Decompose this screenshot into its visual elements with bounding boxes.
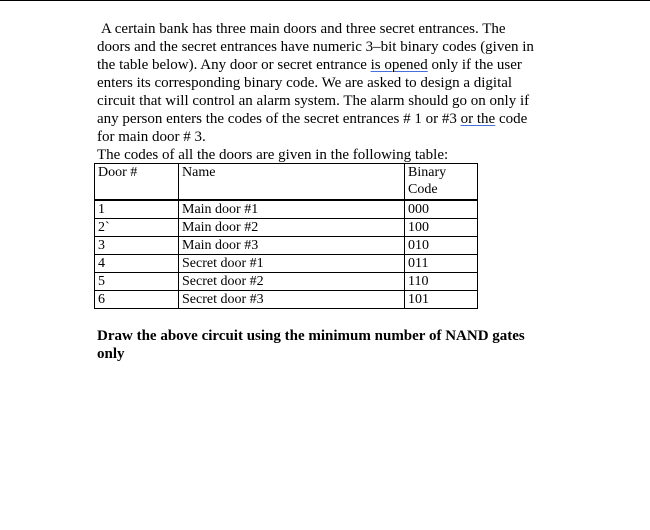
problem-text: code: [495, 111, 528, 127]
cell-name: Secret door #3: [179, 291, 405, 309]
top-rule: [0, 0, 650, 1]
cell-code: 000: [405, 200, 478, 219]
problem-line: A certain bank has three main doors and three secret entrances. The: [101, 21, 506, 37]
cell-door: 4: [95, 255, 179, 273]
table-row: [95, 219, 478, 237]
spellcheck-underlined-text: or the: [460, 111, 496, 127]
cell-door: 3: [95, 237, 179, 255]
cell-door: 5: [95, 273, 179, 291]
instruction: [97, 327, 557, 363]
problem-line: The codes of all the doors are given in the following table:: [97, 147, 449, 163]
cell-door: 2`: [95, 219, 179, 237]
problem-line: [97, 110, 557, 128]
door-codes-table: [94, 163, 478, 309]
header-binary-code: [405, 164, 478, 201]
problem-line: [97, 56, 557, 74]
cell-code: 110: [405, 273, 478, 291]
problem-line: enters its corresponding binary code. We are asked to design a digital: [97, 75, 513, 91]
problem-line: doors and the secret entrances have numeric 3–bit binary codes (given in: [97, 39, 534, 55]
problem-line: for main door # 3.: [97, 129, 206, 145]
problem-text: any person enters the codes of the secret entrances # 1 or #3: [97, 111, 461, 127]
table-row: [95, 237, 478, 255]
cell-door: 1: [95, 200, 179, 219]
cell-name: Main door #2: [179, 219, 405, 237]
problem-text: only if the user: [427, 57, 522, 73]
header-door: Door #: [95, 164, 179, 201]
table-header-row: [95, 164, 478, 201]
table-row: [95, 255, 478, 273]
cell-code: 100: [405, 219, 478, 237]
cell-door: 6: [95, 291, 179, 309]
cell-code: 011: [405, 255, 478, 273]
cell-name: Main door #3: [179, 237, 405, 255]
problem-line: circuit that will control an alarm system. The alarm should go on only if: [97, 93, 530, 109]
table-row: [95, 273, 478, 291]
cell-name: Main door #1: [179, 200, 405, 219]
header-binary-code-line2: Code: [408, 182, 438, 197]
header-name: Name: [179, 164, 405, 201]
table-row: [95, 291, 478, 309]
header-binary-code-line1: Binary: [408, 165, 447, 180]
problem-statement: [97, 20, 557, 164]
cell-name: Secret door #1: [179, 255, 405, 273]
problem-text: the table below). Any door or secret entrance: [97, 57, 371, 73]
instruction-line: only: [97, 346, 125, 362]
table-row: [95, 200, 478, 219]
cell-code: 010: [405, 237, 478, 255]
cell-name: Secret door #2: [179, 273, 405, 291]
cell-code: 101: [405, 291, 478, 309]
spellcheck-underlined-text: is opened: [370, 57, 428, 73]
instruction-line: Draw the above circuit using the minimum number of NAND gates: [97, 328, 525, 344]
